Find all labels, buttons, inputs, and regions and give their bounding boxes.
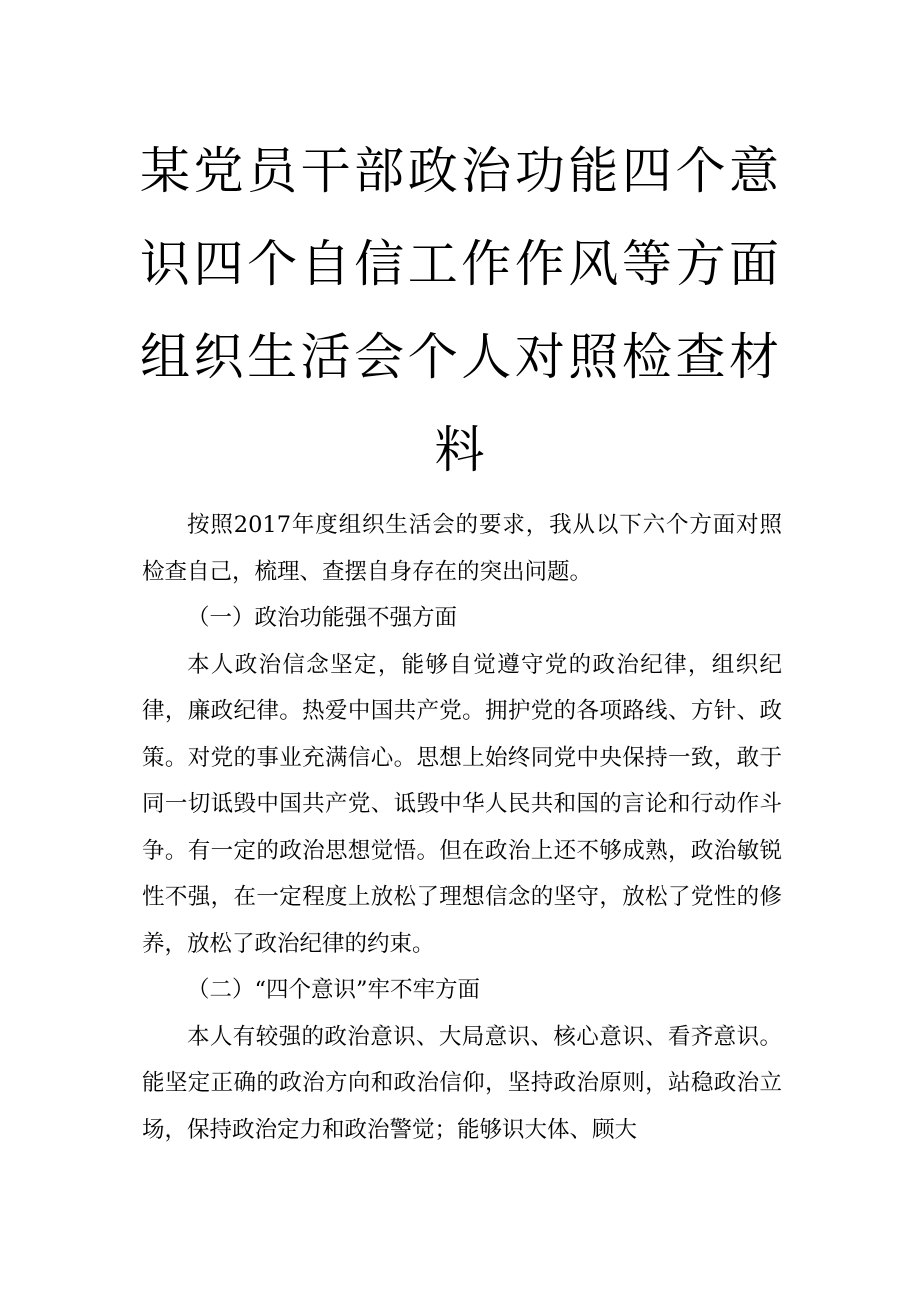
document-body [142,502,782,1153]
section-2-heading: （二）“四个意识”牢不牢方面 [187,977,481,1003]
section-1-paragraph: 本人政治信念坚定，能够自觉遵守党的政治纪律，组织纪律，廉政纪律。热爱中国共产党。拥护党的各项路线、方针、政策。对党的事业充满信心。思想上始终同党中央保持一致，敢于同一切诋毁中国共产党、诋毁中华人民共和国的言论和行动作斗争。有一定的政治思想觉悟。但在政治上还不够成熟，政治敏锐性不强，在一定程度上放松了理想信念的坚守，放松了党性的修养，放松了政治纪律的约束。 [142,651,782,957]
document-title: 某党员干部政治功能四个意识四个自信工作作风等方面组织生活会个人对照检查材料 [140,142,780,479]
intro-paragraph: 按照2017年度组织生活会的要求，我从以下六个方面对照检查自己，梳理、查摆自身存在的突出问题。 [142,512,782,585]
section-2-paragraph: 本人有较强的政治意识、大局意识、核心意识、看齐意识。能坚定正确的政治方向和政治信仰，坚持政治原则，站稳政治立场，保持政治定力和政治警觉；能够识大体、顾大 [142,1023,782,1143]
section-1-heading: （一）政治功能强不强方面 [187,605,458,631]
